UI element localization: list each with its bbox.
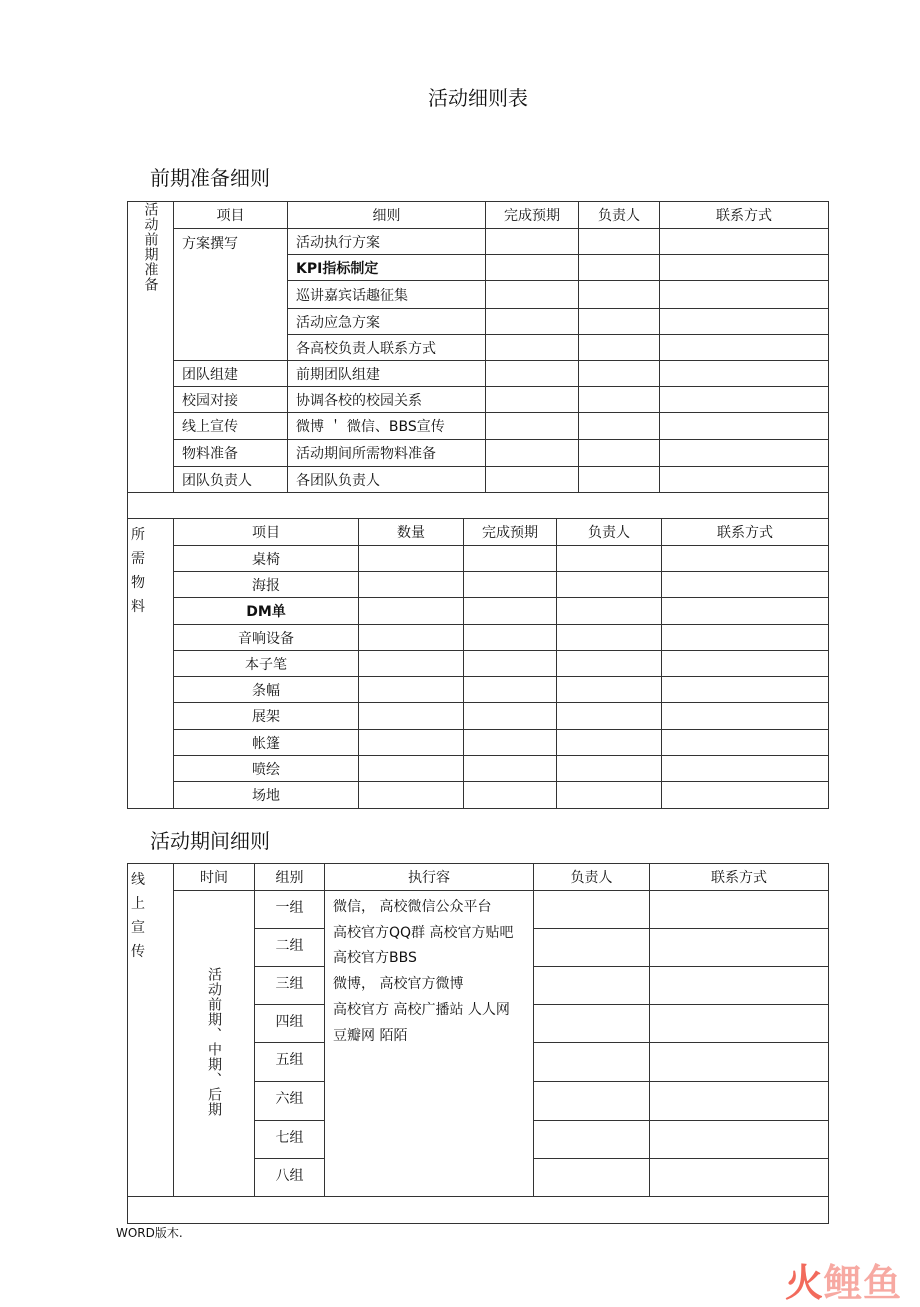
during-time-cell bbox=[174, 891, 255, 1197]
table-row bbox=[128, 387, 829, 413]
empty-cell bbox=[660, 413, 829, 440]
during-section-title: 活动期间细则 bbox=[150, 829, 270, 853]
prep-side-label: 活动前期准备 bbox=[128, 202, 174, 493]
empty-cell bbox=[359, 572, 464, 598]
exec-line: 豆瓣网 陌陌 bbox=[333, 1027, 408, 1044]
empty-cell bbox=[660, 335, 829, 361]
empty-cell bbox=[650, 891, 829, 929]
prep-item-cell: 线上宣传 bbox=[174, 413, 288, 440]
empty-cell bbox=[557, 730, 662, 756]
empty-cell bbox=[359, 625, 464, 651]
table-row bbox=[128, 467, 829, 493]
empty-cell bbox=[579, 255, 660, 281]
prep-detail-cell: 活动期间所需物料准备 bbox=[288, 440, 486, 467]
prep-table bbox=[127, 201, 829, 519]
empty-cell bbox=[486, 387, 579, 413]
empty-cell bbox=[486, 309, 579, 335]
table-row bbox=[128, 361, 829, 387]
empty-cell bbox=[660, 467, 829, 493]
during-header-row bbox=[128, 864, 829, 891]
empty-cell bbox=[650, 1082, 829, 1121]
materials-header-expected: 完成预期 bbox=[464, 519, 557, 546]
during-header-contact: 联系方式 bbox=[650, 864, 829, 891]
prep-header-detail: 细则 bbox=[288, 202, 486, 229]
empty-cell bbox=[557, 782, 662, 809]
empty-cell bbox=[464, 546, 557, 572]
during-header-time: 时间 bbox=[174, 864, 255, 891]
during-side-label: 线 上 宣 传 bbox=[128, 864, 174, 1197]
empty-cell bbox=[359, 756, 464, 782]
table-spacer-row bbox=[128, 493, 829, 519]
empty-cell bbox=[662, 730, 829, 756]
empty-cell bbox=[579, 309, 660, 335]
empty-cell bbox=[650, 1005, 829, 1043]
empty-cell bbox=[557, 598, 662, 625]
during-header-owner: 负责人 bbox=[534, 864, 650, 891]
materials-side-label: 所 需 物 料 bbox=[128, 519, 174, 809]
during-header-exec: 执行容 bbox=[325, 864, 534, 891]
empty-cell bbox=[486, 255, 579, 281]
table-row bbox=[128, 625, 829, 651]
empty-cell bbox=[662, 703, 829, 730]
empty-cell bbox=[486, 229, 579, 255]
empty-cell bbox=[359, 677, 464, 703]
empty-cell bbox=[557, 677, 662, 703]
empty-cell bbox=[660, 255, 829, 281]
prep-header-contact: 联系方式 bbox=[660, 202, 829, 229]
materials-header-qty: 数量 bbox=[359, 519, 464, 546]
empty-cell bbox=[534, 1121, 650, 1159]
table-row bbox=[128, 782, 829, 809]
page-footer: WORD版木. bbox=[116, 1226, 183, 1240]
exec-line: 微博， 高校官方微博 bbox=[333, 976, 464, 993]
prep-detail-cell: 各团队负责人 bbox=[288, 467, 486, 493]
empty-cell bbox=[557, 546, 662, 572]
empty-cell bbox=[464, 782, 557, 809]
material-item: 本子笔 bbox=[174, 651, 359, 677]
material-item: 桌椅 bbox=[174, 546, 359, 572]
prep-detail-cell: 前期团队组建 bbox=[288, 361, 486, 387]
empty-cell bbox=[359, 546, 464, 572]
empty-cell bbox=[128, 1197, 829, 1224]
table-row bbox=[128, 651, 829, 677]
exec-content-cell bbox=[325, 891, 534, 1197]
prep-header-expected: 完成预期 bbox=[486, 202, 579, 229]
empty-cell bbox=[660, 440, 829, 467]
empty-cell bbox=[650, 1043, 829, 1082]
empty-cell bbox=[579, 413, 660, 440]
empty-cell bbox=[662, 546, 829, 572]
group-cell: 二组 bbox=[255, 929, 325, 967]
empty-cell bbox=[128, 493, 829, 519]
group-cell: 三组 bbox=[255, 967, 325, 1005]
empty-cell bbox=[662, 651, 829, 677]
empty-cell bbox=[486, 335, 579, 361]
empty-cell bbox=[662, 572, 829, 598]
table-row bbox=[128, 598, 829, 625]
table-row bbox=[128, 891, 829, 929]
group-cell: 四组 bbox=[255, 1005, 325, 1043]
table-row bbox=[128, 546, 829, 572]
empty-cell bbox=[464, 625, 557, 651]
table-row bbox=[128, 756, 829, 782]
material-item: 帐篷 bbox=[174, 730, 359, 756]
empty-cell bbox=[486, 413, 579, 440]
empty-cell bbox=[660, 309, 829, 335]
prep-detail-cell: KPI指标制定 bbox=[288, 255, 486, 281]
material-item: 喷绘 bbox=[174, 756, 359, 782]
empty-cell bbox=[662, 782, 829, 809]
empty-cell bbox=[650, 1121, 829, 1159]
empty-cell bbox=[486, 467, 579, 493]
empty-cell bbox=[557, 651, 662, 677]
empty-cell bbox=[534, 1159, 650, 1197]
group-cell: 六组 bbox=[255, 1082, 325, 1121]
group-cell: 八组 bbox=[255, 1159, 325, 1197]
empty-cell bbox=[662, 625, 829, 651]
empty-cell bbox=[464, 572, 557, 598]
empty-cell bbox=[534, 967, 650, 1005]
prep-item-cell: 物料准备 bbox=[174, 440, 288, 467]
during-time-label: 活动前期、中期、后期 bbox=[206, 966, 222, 1117]
empty-cell bbox=[464, 677, 557, 703]
table-row bbox=[128, 229, 829, 255]
empty-cell bbox=[464, 703, 557, 730]
empty-cell bbox=[359, 782, 464, 809]
empty-cell bbox=[660, 229, 829, 255]
prep-header-item: 项目 bbox=[174, 202, 288, 229]
empty-cell bbox=[579, 361, 660, 387]
watermark-logo: 火鲤鱼 bbox=[784, 1261, 902, 1305]
material-item: DM单 bbox=[174, 598, 359, 625]
group-cell: 一组 bbox=[255, 891, 325, 929]
empty-cell bbox=[359, 703, 464, 730]
empty-cell bbox=[579, 335, 660, 361]
empty-cell bbox=[359, 651, 464, 677]
empty-cell bbox=[557, 756, 662, 782]
prep-detail-cell: 各高校负责人联系方式 bbox=[288, 335, 486, 361]
empty-cell bbox=[359, 730, 464, 756]
prep-detail-cell: 微博 ＇ 微信、BBS宣传 bbox=[288, 413, 486, 440]
empty-cell bbox=[579, 467, 660, 493]
empty-cell bbox=[660, 387, 829, 413]
empty-cell bbox=[650, 929, 829, 967]
exec-line: 高校官方 高校广播站 人人网 bbox=[333, 1001, 510, 1018]
materials-header-row bbox=[128, 519, 829, 546]
prep-header-row bbox=[128, 202, 829, 229]
prep-item-cell: 团队负责人 bbox=[174, 467, 288, 493]
empty-cell bbox=[534, 1082, 650, 1121]
prep-header-owner: 负责人 bbox=[579, 202, 660, 229]
group-cell: 五组 bbox=[255, 1043, 325, 1082]
materials-header-contact: 联系方式 bbox=[662, 519, 829, 546]
exec-line: 微信， 高校微信公众平台 bbox=[333, 899, 492, 915]
empty-cell bbox=[464, 756, 557, 782]
empty-cell bbox=[650, 1159, 829, 1197]
empty-cell bbox=[579, 387, 660, 413]
empty-cell bbox=[557, 625, 662, 651]
empty-cell bbox=[534, 1043, 650, 1082]
prep-detail-cell: 协调各校的校园关系 bbox=[288, 387, 486, 413]
empty-cell bbox=[464, 598, 557, 625]
table-row bbox=[128, 440, 829, 467]
empty-cell bbox=[486, 440, 579, 467]
exec-line: 高校官方BBS bbox=[333, 950, 417, 967]
empty-cell bbox=[464, 730, 557, 756]
material-item: 条幅 bbox=[174, 677, 359, 703]
document-title: 活动细则表 bbox=[428, 86, 528, 110]
prep-detail-cell: 活动应急方案 bbox=[288, 309, 486, 335]
group-cell: 七组 bbox=[255, 1121, 325, 1159]
empty-cell bbox=[486, 361, 579, 387]
empty-cell bbox=[579, 440, 660, 467]
empty-cell bbox=[579, 281, 660, 309]
prep-item-cell: 团队组建 bbox=[174, 361, 288, 387]
empty-cell bbox=[662, 756, 829, 782]
empty-cell bbox=[534, 1005, 650, 1043]
empty-cell bbox=[359, 598, 464, 625]
prep-section-title: 前期准备细则 bbox=[150, 166, 270, 190]
prep-detail-cell: 巡讲嘉宾话趣征集 bbox=[288, 281, 486, 309]
material-item: 音响设备 bbox=[174, 625, 359, 651]
empty-cell bbox=[660, 361, 829, 387]
empty-cell bbox=[534, 891, 650, 929]
empty-cell bbox=[579, 229, 660, 255]
empty-cell bbox=[534, 929, 650, 967]
prep-item-cell: 校园对接 bbox=[174, 387, 288, 413]
empty-cell bbox=[486, 281, 579, 309]
prep-item-cell: 方案撰写 bbox=[174, 229, 288, 361]
table-row bbox=[128, 703, 829, 730]
during-header-group: 组别 bbox=[255, 864, 325, 891]
exec-line: 高校官方QQ群 高校官方贴吧 bbox=[333, 924, 514, 941]
material-item: 场地 bbox=[174, 782, 359, 809]
table-row bbox=[128, 677, 829, 703]
table-row bbox=[128, 572, 829, 598]
material-item: 展架 bbox=[174, 703, 359, 730]
prep-detail-cell: 活动执行方案 bbox=[288, 229, 486, 255]
materials-header-item: 项目 bbox=[174, 519, 359, 546]
empty-cell bbox=[662, 598, 829, 625]
materials-table bbox=[127, 518, 829, 809]
empty-cell bbox=[650, 967, 829, 1005]
during-table bbox=[127, 863, 829, 1224]
empty-cell bbox=[557, 703, 662, 730]
empty-cell bbox=[660, 281, 829, 309]
empty-cell bbox=[557, 572, 662, 598]
table-spacer-row bbox=[128, 1197, 829, 1224]
table-row bbox=[128, 413, 829, 440]
table-row bbox=[128, 730, 829, 756]
material-item: 海报 bbox=[174, 572, 359, 598]
empty-cell bbox=[662, 677, 829, 703]
materials-header-owner: 负责人 bbox=[557, 519, 662, 546]
empty-cell bbox=[464, 651, 557, 677]
